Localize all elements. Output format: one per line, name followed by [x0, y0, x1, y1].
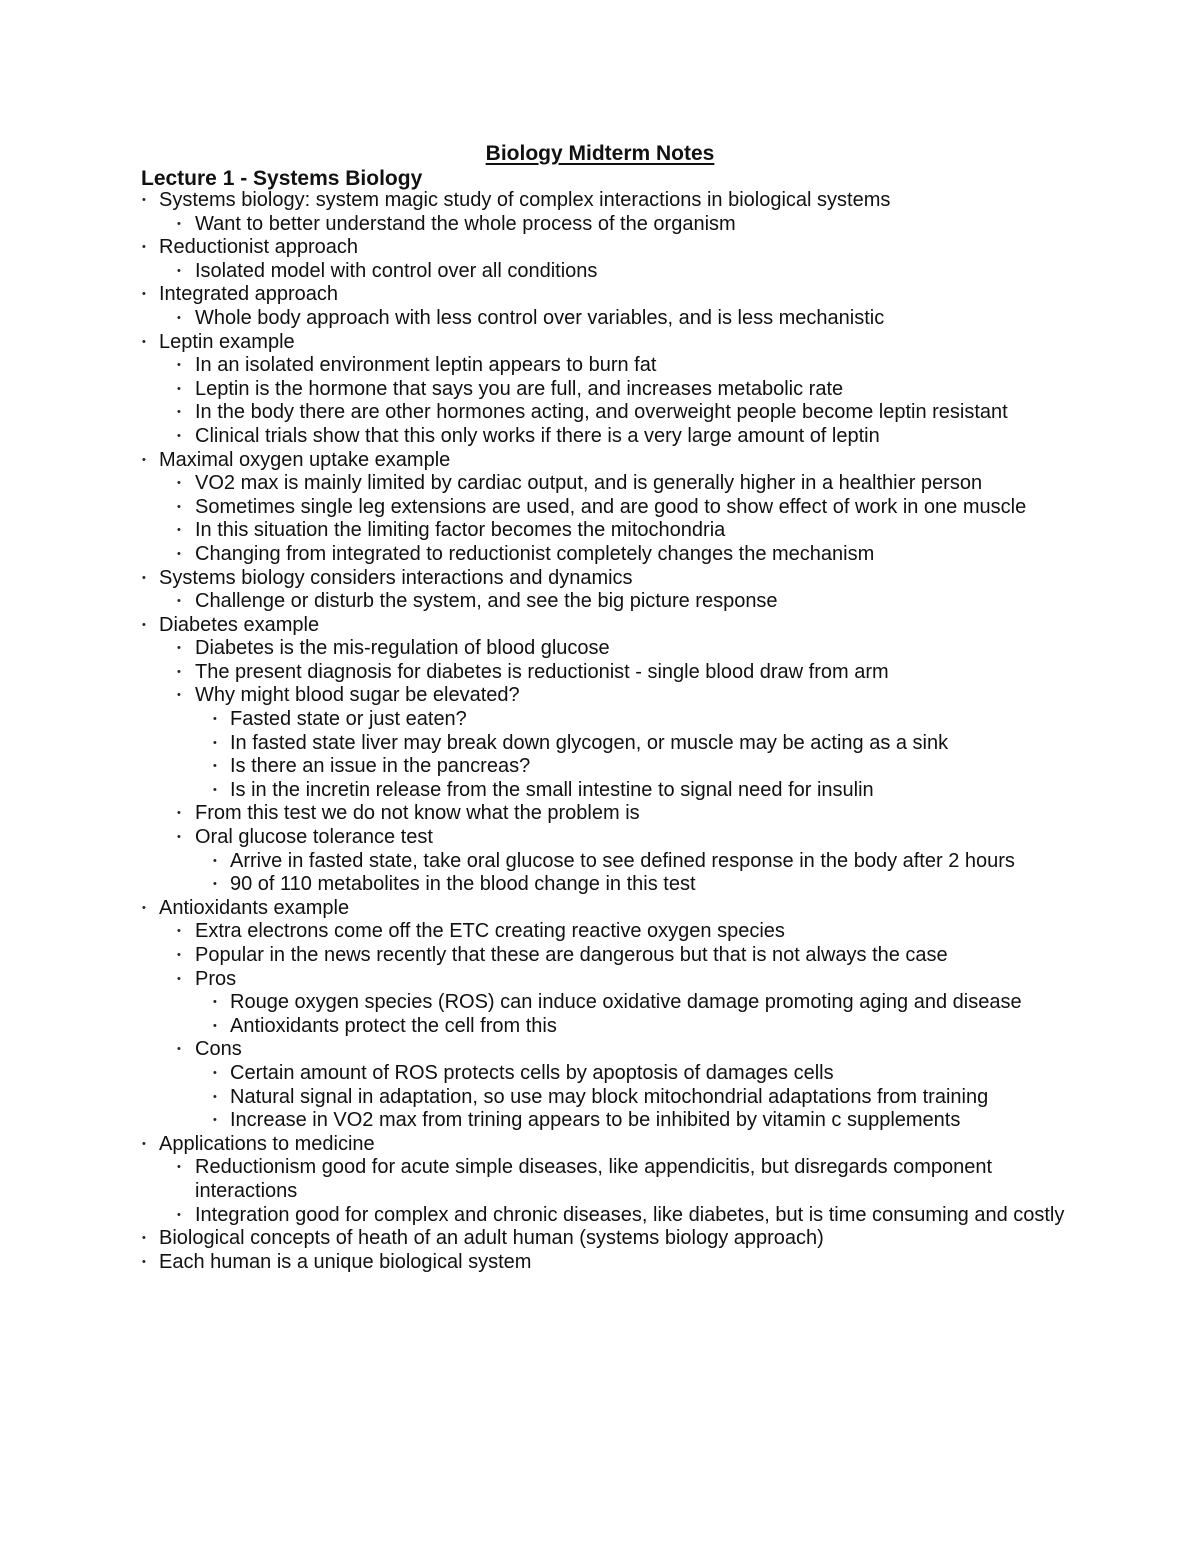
note-bullet-level-1: • Each human is a unique biological system [141, 1251, 1081, 1275]
note-bullet-level-2: • Sometimes single leg extensions are used, and are good to show effect of work in one muscle [141, 496, 1081, 520]
note-bullet-level-3: • Is in the incretin release from the small intestine to signal need for insulin [141, 779, 1081, 803]
note-bullet-level-1: • Integrated approach [141, 283, 1081, 307]
note-bullet-level-2: • The present diagnosis for diabetes is reductionist - single blood draw from arm [141, 661, 1081, 685]
notes-list [141, 189, 1081, 1274]
note-bullet-level-3: • Is there an issue in the pancreas? [141, 755, 1081, 779]
note-bullet-level-3: • Increase in VO2 max from trining appears to be inhibited by vitamin c supplements [141, 1109, 1081, 1133]
note-bullet-level-3: • In fasted state liver may break down glycogen, or muscle may be acting as a sink [141, 732, 1081, 756]
note-bullet-level-3: • Natural signal in adaptation, so use may block mitochondrial adaptations from training [141, 1086, 1081, 1110]
note-bullet-level-3: • Fasted state or just eaten? [141, 708, 1081, 732]
page-title: Biology Midterm Notes [485, 142, 715, 165]
note-bullet-level-2: • Changing from integrated to reductionist completely changes the mechanism [141, 543, 1081, 567]
note-bullet-level-1: • Systems biology: system magic study of complex interactions in biological systems [141, 189, 1081, 213]
note-bullet-level-2: • From this test we do not know what the problem is [141, 802, 1081, 826]
note-bullet-level-1: • Maximal oxygen uptake example [141, 449, 1081, 473]
note-bullet-level-1: • Systems biology considers interactions and dynamics [141, 567, 1081, 591]
note-bullet-level-3: • Antioxidants protect the cell from this [141, 1015, 1081, 1039]
note-bullet-level-3: • Rouge oxygen species (ROS) can induce oxidative damage promoting aging and disease [141, 991, 1081, 1015]
note-bullet-level-2: • Reductionism good for acute simple diseases, like appendicitis, but disregards component interactions [141, 1156, 1081, 1203]
note-bullet-level-2: • In this situation the limiting factor becomes the mitochondria [141, 519, 1081, 543]
note-bullet-level-1: • Diabetes example [141, 614, 1081, 638]
note-bullet-level-2: • Isolated model with control over all conditions [141, 260, 1081, 284]
note-bullet-level-2: • Integration good for complex and chronic diseases, like diabetes, but is time consuming and costly [141, 1204, 1081, 1228]
note-bullet-level-1: • Applications to medicine [141, 1133, 1081, 1157]
note-bullet-level-2: • Pros [141, 968, 1081, 992]
note-bullet-level-1: • Leptin example [141, 331, 1081, 355]
note-bullet-level-3: • Arrive in fasted state, take oral glucose to see defined response in the body after 2 hours [141, 850, 1081, 874]
note-bullet-level-2: • Leptin is the hormone that says you are full, and increases metabolic rate [141, 378, 1081, 402]
note-bullet-level-1: • Antioxidants example [141, 897, 1081, 921]
note-bullet-level-2: • Extra electrons come off the ETC creating reactive oxygen species [141, 920, 1081, 944]
note-bullet-level-3: • Certain amount of ROS protects cells by apoptosis of damages cells [141, 1062, 1081, 1086]
note-bullet-level-2: • Diabetes is the mis-regulation of blood glucose [141, 637, 1081, 661]
note-bullet-level-2: • In the body there are other hormones acting, and overweight people become leptin resistant [141, 401, 1081, 425]
note-bullet-level-2: • Want to better understand the whole process of the organism [141, 213, 1081, 237]
note-bullet-level-2: • Clinical trials show that this only works if there is a very large amount of leptin [141, 425, 1081, 449]
note-bullet-level-2: • In an isolated environment leptin appears to burn fat [141, 354, 1081, 378]
note-bullet-level-1: • Reductionist approach [141, 236, 1081, 260]
note-bullet-level-2: • Why might blood sugar be elevated? [141, 684, 1081, 708]
note-bullet-level-2: • Oral glucose tolerance test [141, 826, 1081, 850]
note-bullet-level-2: • VO2 max is mainly limited by cardiac output, and is generally higher in a healthier person [141, 472, 1081, 496]
note-bullet-level-2: • Challenge or disturb the system, and see the big picture response [141, 590, 1081, 614]
note-bullet-level-2: • Whole body approach with less control over variables, and is less mechanistic [141, 307, 1081, 331]
note-bullet-level-3: • 90 of 110 metabolites in the blood change in this test [141, 873, 1081, 897]
note-bullet-level-2: • Cons [141, 1038, 1081, 1062]
note-bullet-level-2: • Popular in the news recently that these are dangerous but that is not always the case [141, 944, 1081, 968]
lecture-heading: Lecture 1 - Systems Biology [141, 167, 423, 190]
note-bullet-level-1: • Biological concepts of heath of an adult human (systems biology approach) [141, 1227, 1081, 1251]
